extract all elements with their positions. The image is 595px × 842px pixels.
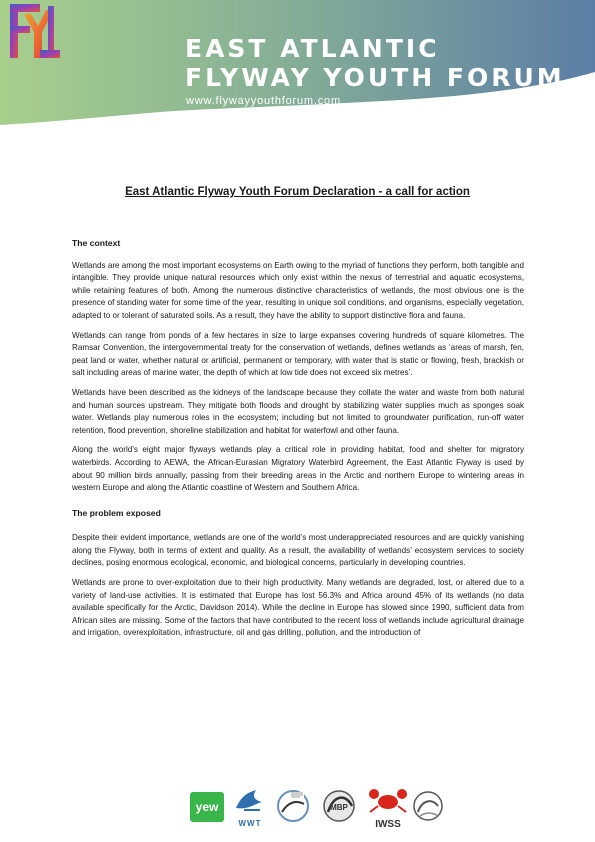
partner-circle-logo — [276, 786, 310, 826]
organization-title-line1: EAST ATLANTIC — [185, 34, 440, 63]
iwss-logo: IWSS — [366, 786, 410, 828]
partner-logos — [0, 780, 595, 830]
paragraph: Along the world’s eight major flyways wetlands play a critical role in providing habitat, food and shelter for migratory waterbirds. According to AEWA, the African-Eurasian Migratory Waterbird Agreement, the East Atlantic Flyway is used by about 90 million birds annually, passing from their breeding areas in the Arctic and northern Europe to wintering areas in western Europe and along the Atlantic coastline of Western and Southern Africa. — [72, 445, 524, 493]
section-heading-problem: The problem exposed — [72, 507, 161, 518]
section-heading-context: The context — [72, 238, 121, 248]
wwt-logo: WWT — [232, 788, 268, 828]
header-banner — [0, 0, 595, 125]
paragraph: Wetlands have been described as the kidneys of the landscape because they collate the water and waste from both natural and human sources upstream. They mitigate both floods and drought by stabilizing water supplies much as sponges soak water. Wetlands play numerous roles in the ecosystem; including but not limited to groundwater purification, run-off water retention, flood prevention, shoreline stabilization and habitat for waterfowl and other fauna. — [72, 387, 524, 435]
paragraph: Despite their evident importance, wetlands are one of the world’s most underappreciated resources and are quickly vanishing along the Flyway, both in terms of extent and quality. As a result, the availability of wetlands’ ecosystem services to society declines, posing enormous ecological, economic, and biological concerns, particularly in developing countries. — [72, 533, 524, 568]
organization-url[interactable]: www.flywayyouthforum.com — [186, 95, 341, 107]
mbp-logo — [322, 784, 356, 828]
organization-title — [185, 34, 565, 92]
partner-emblem-logo — [412, 786, 444, 826]
forum-logo-icon — [0, 0, 62, 62]
document-body — [72, 237, 524, 647]
svg-text:MBP: MBP — [330, 803, 348, 812]
paragraph: Wetlands can range from ponds of a few hectares in size to large expanses covering hundreds of square kilometres. The Ramsar Convention, the intergovernmental treaty for the conservation of wetlands, defines wetlands as ‘areas of marsh, fen, peat land or water, whether natural or artificial, permanent or temporary, with water that is static or flowing, fresh, brackish or salt including areas of marine water, the depth of which at low tide does not exceed six metres’. — [72, 330, 524, 378]
paragraph: Wetlands are among the most important ecosystems on Earth owing to the myriad of functions they perform, both tangible and intangible. They provide unique natural resources which only exist within the nexus of terrestrial and aquatic ecosystems, while retaining features of both. Among the numerous distinctive characteristics of wetlands, the most obvious one is the presence of standing water for some time of the year, resulting in unique soil conditions, and organisms, especially vegetation, adapted to or tolerant of saturated soils. As a result, they have the ability to support distinctive flora and fauna. — [72, 260, 524, 320]
document-title: East Atlantic Flyway Youth Forum Declaration - a call for action — [125, 186, 470, 198]
bird-icon — [232, 788, 268, 814]
organization-title-line2: FLYWAY YOUTH FORUM — [185, 63, 565, 92]
paragraph: Wetlands are prone to over-exploitation due to their high productivity. Many wetlands are degraded, lost, or altered due to a variety of land-use activities. It is estimated that Europe has lost 56.3% and Africa around 45% of its wetlands (no data available specifically for the Arctic, Davidson 2014). While the decline in Europe has slowed since 1990, sufficient data from African sites are missing. Some of the factors that have contributed to the recent loss of wetlands include agricultural drainage and irrigation, overexploitation, infrastructure, oil and gas drilling, pollution, and the introduction of — [72, 578, 524, 638]
yew-logo: yew — [190, 792, 224, 822]
crab-icon — [366, 786, 410, 814]
